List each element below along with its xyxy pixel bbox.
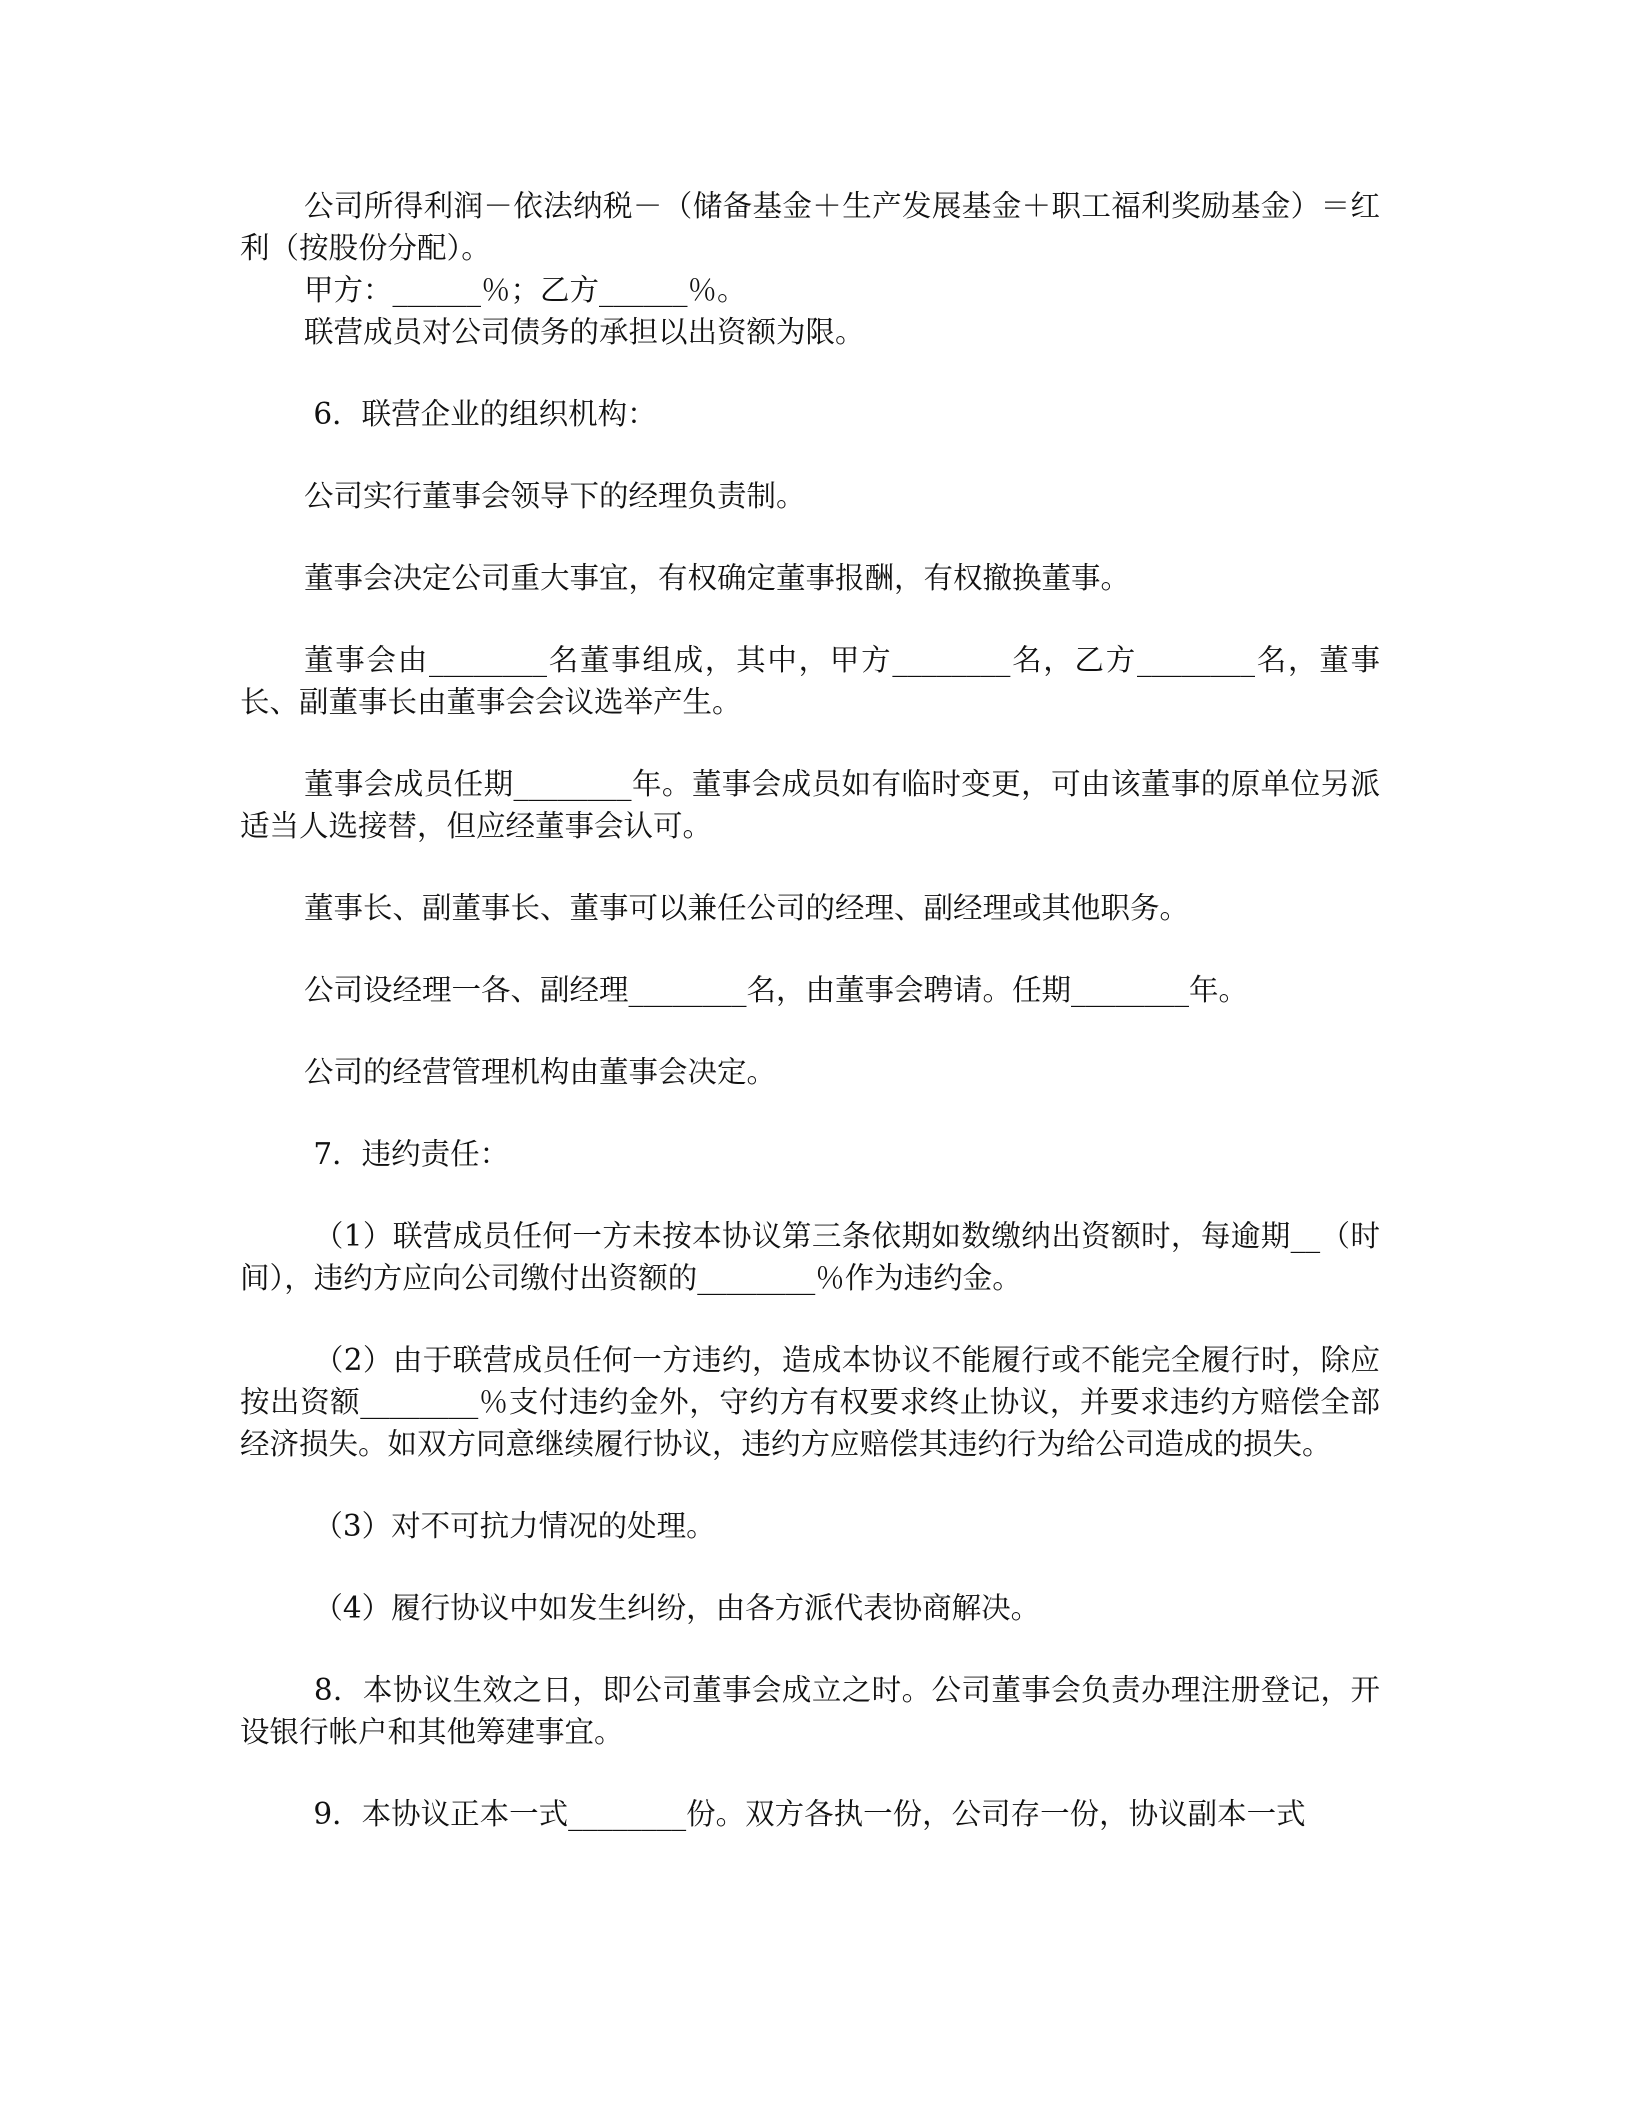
section-7-heading: 7．违约责任： bbox=[304, 1137, 510, 1171]
breach-clause-2: （2）由于联营成员任何一方违约，造成本协议不能履行或不能完全履行时，除应按出资额________％支付违约金外，守约方有权要求终止协议，并要求违约方赔偿全部经济损失。如双方同意继续履行协议，违约方应赔偿其违约行为给公司造成的损失。 bbox=[240, 1343, 1380, 1461]
section-6-heading: 6．联营企业的组织机构： bbox=[304, 397, 657, 431]
section-9-paragraph: 9．本协议正本一式________份。双方各执一份，公司存一份，协议副本一式 bbox=[304, 1797, 1306, 1831]
document-page bbox=[240, 185, 1380, 1835]
liability-paragraph: 联营成员对公司债务的承担以出资额为限。 bbox=[304, 315, 865, 349]
concurrent-roles-paragraph: 董事长、副董事长、董事可以兼任公司的经理、副经理或其他职务。 bbox=[304, 891, 1190, 925]
breach-clause-4: （4）履行协议中如发生纠纷，由各方派代表协商解决。 bbox=[304, 1591, 1041, 1625]
manager-appointment-paragraph: 公司设经理一各、副经理________名，由董事会聘请。任期________年。 bbox=[304, 973, 1249, 1007]
profit-formula-paragraph: 公司所得利润－依法纳税－（储备基金＋生产发展基金＋职工福利奖励基金）＝红利（按股份分配）。 bbox=[240, 189, 1380, 265]
breach-clause-1: （1）联营成员任何一方未按本协议第三条依期如数缴纳出资额时，每逾期__（时间），违约方应向公司缴付出资额的________％作为违约金。 bbox=[240, 1219, 1380, 1295]
board-composition-paragraph: 董事会由________名董事组成，其中，甲方________名，乙方________名，董事长、副董事长由董事会会议选举产生。 bbox=[240, 643, 1380, 719]
board-powers-paragraph: 董事会决定公司重大事宜，有权确定董事报酬，有权撤换董事。 bbox=[304, 561, 1131, 595]
share-ratio-paragraph: 甲方：______％；乙方______％。 bbox=[304, 273, 747, 307]
section-8-paragraph: 8．本协议生效之日，即公司董事会成立之时。公司董事会负责办理注册登记，开设银行帐户和其他筹建事宜。 bbox=[240, 1673, 1380, 1749]
management-structure-paragraph: 公司的经营管理机构由董事会决定。 bbox=[304, 1055, 777, 1089]
manager-system-paragraph: 公司实行董事会领导下的经理负责制。 bbox=[304, 479, 806, 513]
breach-clause-3: （3）对不可抗力情况的处理。 bbox=[304, 1509, 716, 1543]
board-term-paragraph: 董事会成员任期________年。董事会成员如有临时变更，可由该董事的原单位另派适当人选接替，但应经董事会认可。 bbox=[240, 767, 1380, 843]
